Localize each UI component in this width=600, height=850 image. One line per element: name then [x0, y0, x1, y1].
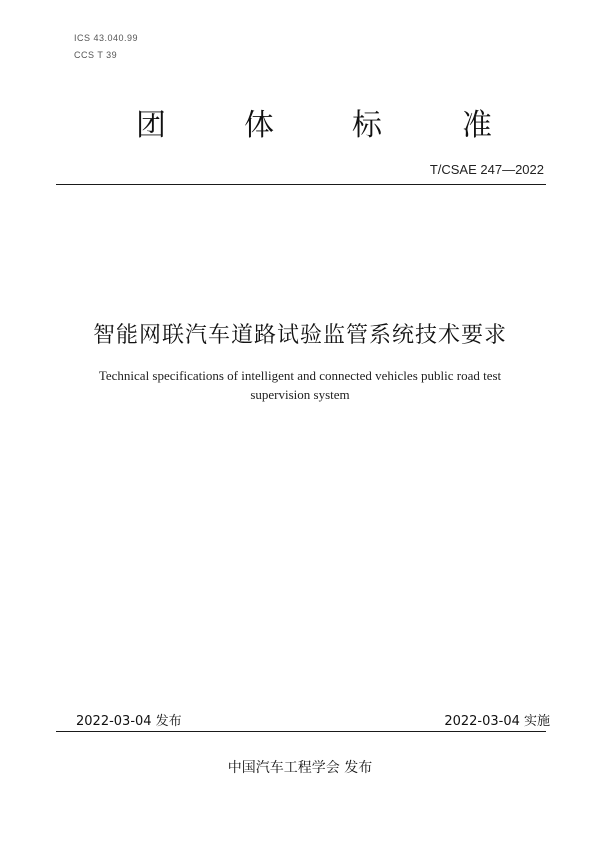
- standard-type-char: 标: [352, 108, 382, 143]
- classification-codes: [74, 30, 138, 64]
- ics-code: ICS 43.040.99: [74, 33, 139, 43]
- standard-number: T/CSAE 247—2022: [429, 162, 544, 177]
- implement-date: 2022-03-04 实施: [444, 714, 550, 729]
- header-divider: [56, 184, 546, 185]
- standard-type-char: 准: [462, 108, 492, 143]
- title-chinese: 智能网联汽车道路试验监管系统技术要求: [92, 323, 507, 348]
- standard-type-char: 团: [136, 108, 166, 143]
- standard-type-char: 体: [244, 108, 274, 143]
- standard-type-heading: [0, 106, 600, 146]
- title-english: [0, 366, 600, 404]
- footer-divider: [56, 731, 546, 732]
- publish-date: 2022-03-04 发布: [76, 714, 182, 729]
- title-english-line: supervision system: [250, 387, 350, 402]
- issuer: 中国汽车工程学会 发布: [227, 760, 373, 776]
- title-english-line: Technical specifications of intelligent and connected vehicles public road test: [98, 368, 502, 383]
- ccs-code: CCS T 39: [74, 50, 118, 60]
